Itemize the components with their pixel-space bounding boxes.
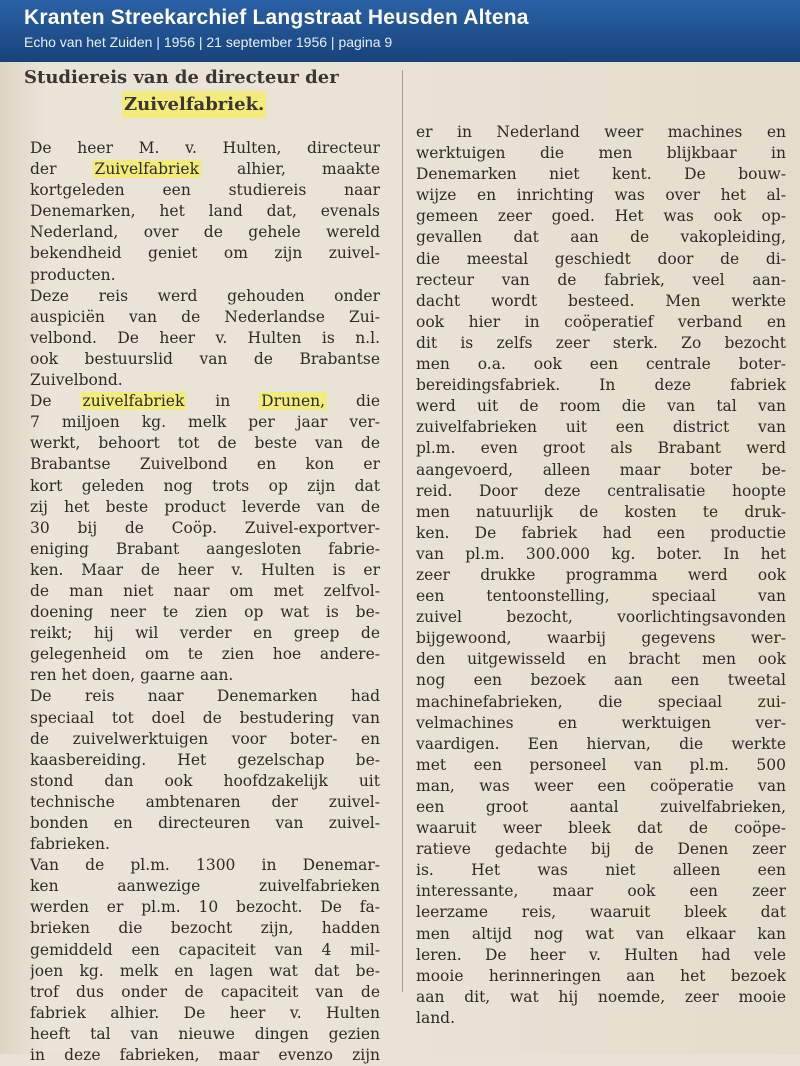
headline-line-1: Studiereis van de directeur der (24, 67, 339, 88)
text-line: velmachines en werktuigen ver- (416, 713, 786, 732)
text-line: fabrieken. (30, 835, 110, 854)
text-line: men o.a. ook een centrale boter- (416, 355, 786, 374)
text-line: zeer drukke programma werd ook (416, 565, 786, 584)
text-fragment: der (30, 160, 93, 179)
text-line: leren. De heer v. Hulten had vele (416, 945, 786, 964)
text-line: mooie herinneringen aan het bezoek (416, 966, 786, 985)
text-line: aangevoerd, alleen maar boter be- (416, 460, 786, 479)
text-line: Brabantse Zuivelbond en kon er (30, 455, 380, 474)
left-column (30, 138, 380, 1066)
text-line: is. Het was niet alleen een (416, 861, 786, 880)
archive-header (0, 0, 800, 62)
text-line: bonden en directeuren van zuivel- (30, 814, 380, 832)
keyword-highlight: Drunen, (261, 392, 326, 411)
text-line: dacht wordt besteed. Men werkte (416, 291, 786, 310)
text-line: den uitgewisseld en bracht men ook (416, 650, 786, 669)
keyword-highlight: zuivelfabriek (82, 392, 185, 411)
text-line: waaruit weer bleek dat de coöpe- (416, 819, 786, 838)
text-line: wijze en inrichting was over het al- (416, 186, 786, 205)
text-line: stond dan ook hoofdzakelijk uit (30, 771, 380, 790)
text-line: ook hier in coöperatief verband en (416, 312, 786, 331)
text-line: de man niet naar om met zelfvol- (30, 581, 380, 600)
text-line: zij het beste product leverde van de (30, 497, 380, 516)
text-line: men altijd nog wat van elkaar kan (416, 924, 786, 943)
article-headline (24, 64, 339, 118)
text-fragment: De (30, 392, 81, 411)
text-line: gevallen dat aan de vakopleiding, (416, 228, 786, 247)
text-line: leerzame reis, waaruit bleek dat (416, 903, 786, 922)
text-line: auspiciën van de Nederlandse Zui- (30, 307, 380, 326)
text-line: recteur van de fabriek, veel aan- (416, 270, 786, 289)
text-line: er in Nederland weer machines en (416, 123, 786, 141)
text-line: men natuurlijk de kosten te druk- (416, 502, 786, 521)
right-column (416, 122, 786, 1029)
text-line: gelegenheid om te zien hoe andere- (30, 645, 380, 664)
text-line: De reis naar Denemarken had (30, 687, 380, 706)
text-line: trof dus onder de capaciteit van de (30, 982, 380, 1001)
text-line: zuivelfabrieken uit een district van (416, 418, 786, 437)
text-line: ken. Maar de heer v. Hulten is er (30, 560, 380, 579)
text-line: 30 bij de Coöp. Zuivel-exportver- (30, 518, 380, 537)
text-line: doening neer te zien op wat is be- (30, 603, 380, 622)
text-line: Zuivelbond. (30, 371, 123, 390)
text-line: ook bestuurslid van de Brabantse (30, 349, 380, 368)
text-line: interessante, maar ook een zeer (416, 882, 786, 901)
text-fragment: in (186, 392, 260, 411)
text-line: met een personeel van pl.m. 500 (416, 755, 786, 774)
text-line: een tentoonstelling, speciaal van (416, 587, 786, 606)
text-line: ren het doen, gaarne aan. (30, 666, 234, 685)
text-line: een groot aantal zuivelfabrieken, (416, 798, 786, 816)
text-line: werd uit de room die van tal van (416, 397, 786, 416)
text-line: fabriek alhier. De heer v. Hulten (30, 1003, 380, 1022)
text-line: ken. De fabriek had een productie (416, 523, 786, 542)
text-line: Nederland, over de gehele wereld (30, 223, 380, 242)
text-line: vaardigen. Een hiervan, die werkte (416, 734, 786, 753)
text-line: reid. Door deze centralisatie hoopte (416, 481, 786, 500)
text-line: ken aanwezige zuivelfabrieken (30, 877, 380, 896)
text-line: gemiddeld een capaciteit van 4 mil- (30, 940, 380, 959)
text-line: producten. (30, 265, 116, 284)
text-line (30, 159, 380, 180)
archive-title: Kranten Streekarchief Langstraat Heusden Altena (24, 6, 529, 29)
text-line: werktuigen die men blijkbaar in (416, 144, 786, 163)
text-line: kortgeleden een studiereis naar (30, 181, 380, 200)
text-line: ratieve gedachte bij de Denen zeer (416, 840, 786, 859)
newspaper-clipping (0, 62, 800, 1065)
text-line: aan dit, wat hij noemde, zeer mooie (416, 987, 786, 1006)
text-line: 7 miljoen kg. melk per jaar ver- (30, 413, 380, 432)
text-line: dit is zelfs zeer sterk. Zo bezocht (416, 333, 786, 352)
text-line: eniging Brabant aangesloten fabrie- (30, 539, 380, 558)
text-fragment: alhier, maakte (200, 160, 380, 179)
archive-subtitle: Echo van het Zuiden | 1956 | 21 september 1956 | pagina 9 (24, 34, 393, 50)
text-line: de zuivelwerktuigen voor boter- en (30, 729, 380, 748)
text-line: machinefabrieken, die speciaal zui- (416, 692, 786, 711)
text-line: bijgewoond, waarbij gegevens wer- (416, 629, 786, 648)
text-line: gemeen zeer goed. Het was ook op- (416, 207, 786, 226)
text-line: Denemarken, het land dat, evenals (30, 202, 380, 221)
text-line: pl.m. even groot als Brabant werd (416, 439, 786, 458)
text-line: kaasbereiding. Het gezelschap be- (30, 750, 380, 769)
text-line: van pl.m. 300.000 kg. boter. In het (416, 544, 786, 563)
text-line: man, was weer een coöperatie van (416, 776, 786, 795)
text-line: joen kg. melk en lagen wat dat be- (30, 961, 380, 980)
keyword-highlight: Zuivelfabriek (94, 160, 199, 179)
text-fragment: die (327, 392, 380, 411)
text-line: heeft tal van nieuwe dingen gezien (30, 1024, 380, 1043)
text-line: nog een bezoek aan een tweetal (416, 671, 786, 690)
text-line: reikt; hij wil verder en greep de (30, 624, 380, 643)
text-line: De heer M. v. Hulten, directeur (30, 139, 380, 157)
text-line: in deze fabrieken, maar evenzo zijn (30, 1046, 380, 1065)
text-line: bereidingsfabriek. In deze fabriek (416, 376, 786, 395)
column-divider (402, 70, 403, 992)
text-line: Van de pl.m. 1300 in Denemar- (30, 856, 380, 875)
headline-keyword-highlight: Zuivelfabriek. (122, 91, 266, 118)
text-line: zuivel bezocht, voorlichtingsavonden (416, 608, 786, 627)
text-line: kort geleden nog trots op zijn dat (30, 476, 380, 495)
text-line: Deze reis werd gehouden onder (30, 286, 380, 305)
text-line: werkt, behoort tot de beste van de (30, 434, 380, 453)
text-line: land. (416, 1008, 456, 1027)
text-line: speciaal tot doel de bestudering van (30, 708, 380, 727)
text-line: bekendheid geniet om zijn zuivel- (30, 244, 380, 263)
text-line: technische ambtenaren der zuivel- (30, 792, 380, 811)
text-line: Denemarken niet kent. De bouw- (416, 165, 786, 184)
text-line (30, 391, 380, 412)
text-line: die meestal geschiedt door de di- (416, 249, 786, 268)
text-line: velbond. De heer v. Hulten is n.l. (30, 328, 380, 347)
text-line: werden er pl.m. 10 bezocht. De fa- (30, 898, 380, 917)
text-line: brieken die bezocht zijn, hadden (30, 919, 380, 938)
